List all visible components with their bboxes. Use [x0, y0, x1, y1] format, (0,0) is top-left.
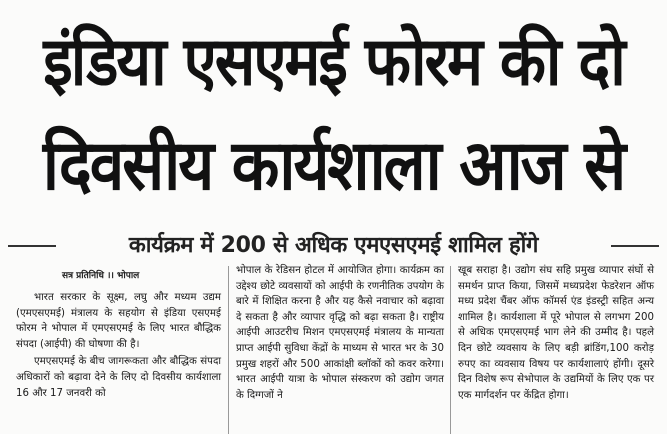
article-column-3 — [458, 263, 654, 403]
article-column-1 — [16, 290, 221, 401]
column-divider — [450, 266, 451, 434]
column-divider — [228, 266, 229, 434]
paragraph: भारत सरकार के सूक्ष्म, लघु और मध्यम उद्यम (एमएसएमई) मंत्रालय के सहयोग से इंडिया एसएमई फोरम ने भोपाल में एमएसएमई के लिए भारत बौद्धिक संपदा (आईपी) की घोषणा की है। — [16, 292, 221, 350]
subheadline: कार्यक्रम में 200 से अधिक एमएसएमई शामिल होंगे — [128, 233, 539, 258]
article-column-2 — [236, 263, 444, 403]
headline-line-1: इंडिया एसएमई फोरम की दो — [43, 22, 624, 102]
headline-line-2: दिवसीय कार्यशाला आज से — [42, 124, 625, 206]
subheadline-rule-right — [611, 245, 659, 247]
subheadline-bar — [8, 225, 659, 267]
paragraph: एमएसएमई के बीच जागरूकता और बौद्धिक संपदा अधिकारों को बढ़ावा देने के लिए दो दिवसीय कार्यशाला 16 और 17 जनवरी को — [16, 356, 221, 399]
paragraph: भोपाल के रेडिसन होटल में आयोजित होगा। कार्यक्रम का उद्देश्य छोटे व्यवसायों को आईपी के रणनीतिक उपयोग के बारे में शिक्षित करना है और यह कैसे नवाचार को बढ़ावा दे सकता है और व्यापार वृद्धि को बढ़ा सकता है। राष्ट्रीय आईपी आउटरीच मिशन एमएसएमई मंत्रालय के मान्यता प्राप्त आईपी सुविधा केंद्रों के माध्यम से भारत भर के 30 प्रमुख शहरों और 500 आकांक्षी ब्लॉकों को कवर करेगा। भारत आईपी यात्रा के भोपाल संस्करण को उद्योग जगत के दिग्गजों ने — [236, 265, 444, 401]
paragraph: खूब सराहा है। उद्योग संघ सहि प्रमुख व्यापार संघों से समर्थन प्राप्त किया, जिसमें मध्यप्रदेश फेडरेशन ऑफ मध्य प्रदेश चैंबर ऑफ कॉमर्स एंड इंडस्ट्री सहित अन्य शामिल है। कार्यशाला में पूरे भोपाल से लगभग 200 से अधिक एमएसएमई भाग लेने की उम्मीद है। पहले दिन छोटे व्यवसाय के लिए बड़ी ब्रांडिंग,100 करोड़ रुपए का व्यवसाय विषय पर कार्यशालाएं होंगी। दूसरे दिन विशेष रूप सेभोपाल के उद्यमियों के लिए एक पर एक मार्गदर्शन पर केंद्रित होगा। — [458, 265, 654, 401]
subheadline-rule-left — [8, 245, 56, 247]
byline: सत्र प्रतिनिधि ।। भोपाल — [62, 271, 140, 281]
